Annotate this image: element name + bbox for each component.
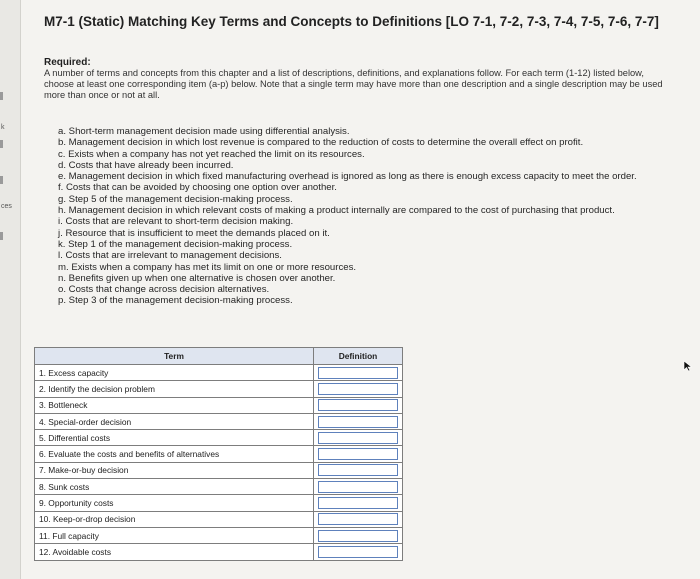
- definition-item: a. Short-term management decision made using differential analysis.: [58, 126, 350, 137]
- term-column-header: Term: [35, 348, 314, 365]
- term-cell: 11. Full capacity: [35, 527, 314, 543]
- left-panel-strip: [0, 0, 21, 579]
- table-row: [35, 479, 403, 495]
- definition-cell[interactable]: [314, 413, 403, 429]
- term-cell: 4. Special-order decision: [35, 413, 314, 429]
- required-label: Required:: [44, 57, 91, 68]
- definition-cell[interactable]: [314, 446, 403, 462]
- definition-input[interactable]: [318, 464, 398, 476]
- term-cell: 3. Bottleneck: [35, 397, 314, 413]
- term-cell: 6. Evaluate the costs and benefits of alternatives: [35, 446, 314, 462]
- definitions-list: [58, 126, 683, 307]
- definition-input[interactable]: [318, 530, 398, 542]
- sidebar-marker: [0, 92, 3, 100]
- definition-cell[interactable]: [314, 365, 403, 381]
- definition-cell[interactable]: [314, 479, 403, 495]
- matching-table: [34, 347, 403, 561]
- definition-cell[interactable]: [314, 381, 403, 397]
- definition-item: g. Step 5 of the management decision-making process.: [58, 193, 293, 205]
- table-row: [35, 381, 403, 397]
- term-cell: 5. Differential costs: [35, 430, 314, 446]
- definition-cell[interactable]: [314, 462, 403, 478]
- term-cell: 10. Keep-or-drop decision: [35, 511, 314, 527]
- definition-cell[interactable]: [314, 430, 403, 446]
- definition-item: h. Management decision in which relevant costs of making a product internally are compared to the cost of purchasing that product.: [58, 205, 615, 217]
- table-row: [35, 413, 403, 429]
- definition-cell[interactable]: [314, 397, 403, 413]
- table-row: [35, 462, 403, 478]
- definition-input[interactable]: [318, 481, 398, 493]
- definition-item: c. Exists when a company has not yet reached the limit on its resources.: [58, 148, 365, 160]
- definition-item: m. Exists when a company has met its limit on one or more resources.: [58, 261, 357, 273]
- table-row: [35, 397, 403, 413]
- table-row: [35, 365, 403, 381]
- term-cell: 1. Excess capacity: [35, 365, 314, 381]
- definition-cell[interactable]: [314, 544, 403, 560]
- page-title: M7-1 (Static) Matching Key Terms and Concepts to Definitions [LO 7-1, 7-2, 7-3, 7-4, 7-5, 7-6, 7-7]: [44, 14, 659, 29]
- sidebar-marker: [0, 176, 3, 184]
- definition-input[interactable]: [318, 399, 398, 411]
- definition-input[interactable]: [318, 546, 398, 558]
- definition-item: n. Benefits given up when one alternative is chosen over another.: [58, 272, 336, 284]
- term-cell: 9. Opportunity costs: [35, 495, 314, 511]
- sidebar-label-1: k: [1, 124, 5, 131]
- mouse-pointer-icon: [683, 360, 693, 372]
- definition-item: d. Costs that have already been incurred.: [58, 159, 234, 171]
- definition-item: p. Step 3 of the management decision-making process.: [58, 295, 293, 307]
- definition-input[interactable]: [318, 416, 398, 428]
- definition-item: l. Costs that are irrelevant to management decisions.: [58, 250, 282, 262]
- definition-input[interactable]: [318, 383, 398, 395]
- definition-item: k. Step 1 of the management decision-making process.: [58, 238, 293, 250]
- sidebar-label-2: ces: [1, 203, 12, 210]
- table-row: [35, 527, 403, 543]
- term-cell: 12. Avoidable costs: [35, 544, 314, 560]
- definition-item: b. Management decision in which lost revenue is compared to the reduction of costs to determine the overall effect on profit.: [58, 137, 584, 149]
- table-row: [35, 544, 403, 560]
- definition-item: j. Resource that is insufficient to meet the demands placed on it.: [58, 227, 330, 239]
- definition-item: i. Costs that are relevant to short-term decision making.: [58, 216, 294, 228]
- definition-item: f. Costs that can be avoided by choosing one option over another.: [58, 182, 337, 194]
- table-row: [35, 511, 403, 527]
- definition-item: e. Management decision in which fixed manufacturing overhead is ignored as long as there is enough excess capacity to meet the order.: [58, 171, 637, 183]
- definition-item: o. Costs that change across decision alternatives.: [58, 284, 270, 296]
- sidebar-marker: [0, 232, 3, 240]
- definition-input[interactable]: [318, 432, 398, 444]
- table-row: [35, 446, 403, 462]
- term-cell: 7. Make-or-buy decision: [35, 462, 314, 478]
- table-row: [35, 430, 403, 446]
- definition-input[interactable]: [318, 367, 398, 379]
- instructions-text: A number of terms and concepts from this chapter and a list of descriptions, definitions, and explanations follow. For each term (1-12) listed below, choose at least one corresponding item (a-p) below. Note that a single term may have more than one description and a single description may be used more than once or not at all.: [44, 68, 663, 100]
- definition-input[interactable]: [318, 513, 398, 525]
- definition-column-header: Definition: [314, 348, 403, 365]
- table-row: [35, 495, 403, 511]
- term-cell: 2. Identify the decision problem: [35, 381, 314, 397]
- definition-cell[interactable]: [314, 527, 403, 543]
- table-header-row: [35, 348, 403, 365]
- definition-cell[interactable]: [314, 495, 403, 511]
- term-cell: 8. Sunk costs: [35, 479, 314, 495]
- definition-input[interactable]: [318, 448, 398, 460]
- definition-cell[interactable]: [314, 511, 403, 527]
- definition-input[interactable]: [318, 497, 398, 509]
- sidebar-marker: [0, 140, 3, 148]
